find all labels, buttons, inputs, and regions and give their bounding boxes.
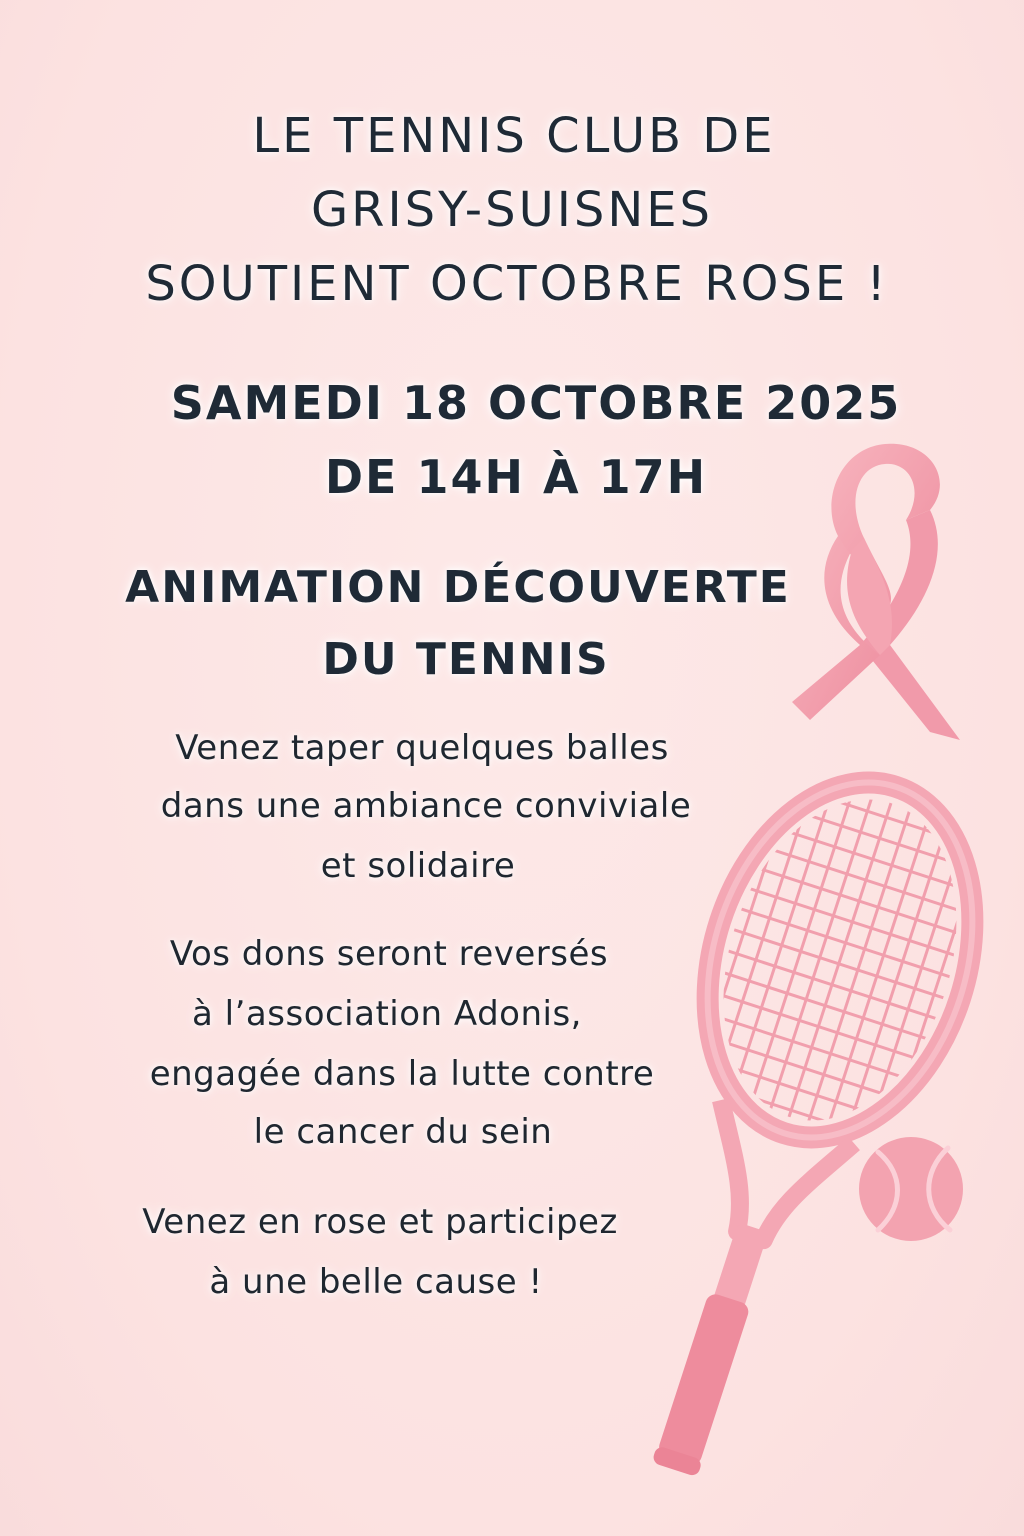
animation-line-1: ANIMATION DÉCOUVERTE [125, 562, 791, 613]
donation-line-1: Vos dons seront reversés [169, 934, 609, 974]
title-line-3: SOUTIENT OCTOBRE ROSE ! [145, 256, 889, 312]
pink-ribbon-icon [780, 440, 980, 750]
donation-line-3: engagée dans la lutte contre [149, 1054, 655, 1094]
title-line-1: LE TENNIS CLUB DE [252, 108, 776, 164]
closing-line-2: à une belle cause ! [209, 1262, 543, 1302]
invite-line-2: dans une ambiance conviviale [160, 786, 692, 826]
closing-line-1: Venez en rose et participez [142, 1202, 618, 1242]
invite-line-1: Venez taper quelques balles [175, 728, 669, 768]
donation-line-4: le cancer du sein [253, 1112, 553, 1152]
animation-line-2: DU TENNIS [322, 634, 610, 685]
tennis-racket-icon [630, 790, 990, 1430]
date-line-1: SAMEDI 18 OCTOBRE 2025 [170, 376, 902, 430]
title-line-2: GRISY-SUISNES [310, 182, 714, 238]
donation-line-2: à l’association Adonis, [192, 994, 582, 1034]
tennis-ball-icon [856, 1134, 966, 1244]
invite-line-3: et solidaire [320, 846, 516, 886]
date-line-2: DE 14H À 17H [324, 450, 708, 504]
